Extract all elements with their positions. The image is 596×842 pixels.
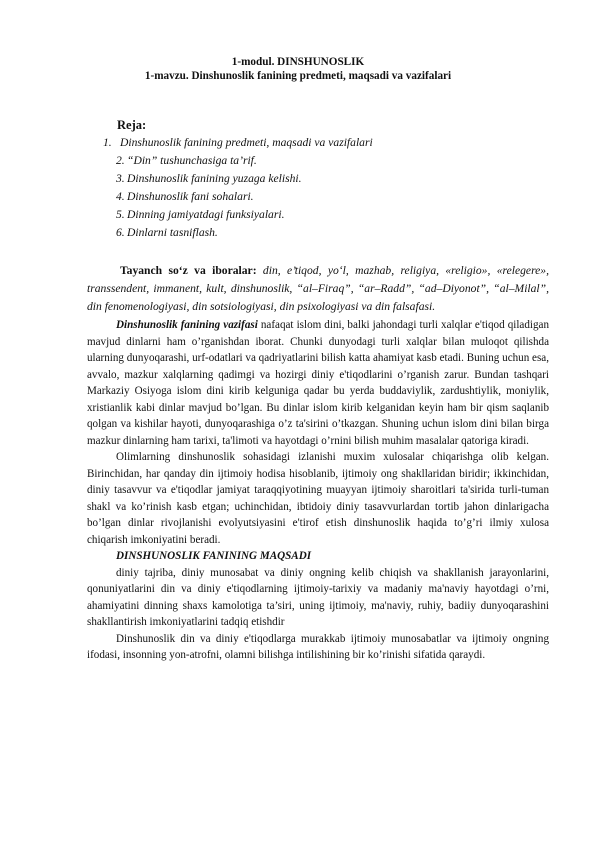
- plan-item-number: 6.: [116, 226, 125, 239]
- plan-item: [116, 225, 218, 240]
- plan-item-number: 2.: [116, 154, 125, 167]
- paragraph-research: Olimlarning dinshunoslik sohasidagi izlanishi muxim xulosalar chiqarishga olib kelgan. Birinchidan, har qanday din ijtimoiy hodisa hisoblanib, ijtimoiy ong shakllaridan biridir; ikkinchidan, diniy tasavvur va e'tiqodlar jamiyat taraqqiyotining muayyan ijtimoiy sharoitlari ta'sirida turli-tuman shakl va ko’rinish kasb etgan; uchinchidan, ibtidoiy diniy tasavvurlardan tortib jahon dinlarigacha bo’lgan dinlar rivojlanishi evolyutsiyasini e'tirof etish dinshunoslik haqida to’g’ri ilmiy xulosa chiqarish imkoniyatini beradi.: [87, 451, 549, 546]
- module-title: 1-modul. DINSHUNOSLIK: [231, 56, 365, 68]
- paragraph-task-text: nafaqat islom dini, balki jahondagi turli xalqlar e'tiqod qiladigan mavjud dinlarni ham o’rganishdan iborat. Chunki dunyodagi turli xalqlar bilan muloqot qilishda ularning dunyoqarashi, urf-odatlari va qadriyatlarini bilish katta ahamiyat kasb etadi. Buning uchun esa, avvalo, mazkur xalqlarning qadimgi va hozirgi diniy e'tiqodlarini o’rganish zarur. Bundan tashqari Markaziy Osiyoga islom dini kirib kelguniga qadar bu yerda buddaviylik, zardushtiylik, moniylik, xristianlik kabi dinlar mavjud bo’lgan. Bu dinlar islom kirib kelganidan keyin ham bir qism saqlanib qolgan va kishilar hayoti, dunyoqarashiga o’z ta'sirini o’tkazgan. Shuning uchun islom dini bilan birga mazkur dinlarning ham tarixi, ta'limoti va hayotdagi o’rnini bilish muhim masalalar qatoriga kiradi.: [87, 319, 550, 447]
- paragraph-task-lead: Dinshunoslik fanining vazifasi: [116, 319, 258, 331]
- paragraph-view: Dinshunoslik din va diniy e'tiqodlarga murakkab ijtimoiy munosabatlar va ijtimoiy ongning ifodasi, insonning yon-atrofni, olamni bilishga intilishining bir ko’rinishi sifatida qaraydi.: [87, 632, 549, 661]
- plan-item-text: Dinlarni tasniflash.: [127, 226, 218, 239]
- plan-label: Reja:: [117, 118, 147, 132]
- plan-item: [116, 153, 257, 168]
- keywords-text: din, e’tiqod, yo‘l, mazhab, religiya, «religio», «relegere», transsendent, immanent, kult, dinshunoslik, “al–Firaq”, “ar–Radd”, “ad–Diyonot”, “al–Milal”, din fenomenologiyasi, din sotsiologiyasi, din psixologiyasi va din falsafasi.: [87, 264, 549, 313]
- paragraph-goal: diniy tajriba, diniy munosabat va diniy ongning kelib chiqish va shakllanish jarayonlarini, qonuniyatlarini din va diniy e'tiqodlarning ijtimoiy-tarixiy va madaniy ma'naviy hayotdagi o’rni, ahamiyatini dinning shaxs kamolotiga ta’siri, uning ijtimoiy, ma'naviy, ruhiy, badiiy dunyoqarashini shakllantirish imkoniyatlarini tadqiq etishdir: [87, 566, 549, 628]
- keywords-label: Tayanch so‘z va iboralar:: [120, 264, 257, 277]
- plan-item-number: 4.: [116, 190, 125, 203]
- topic-title: 1-mavzu. Dinshunoslik fanining predmeti, maqsadi va vazifalari: [144, 70, 452, 82]
- plan-item-text: “Din” tushunchasiga ta’rif.: [127, 154, 257, 167]
- keywords-paragraph: [87, 262, 549, 316]
- plan-item-number: 1.: [103, 136, 112, 149]
- plan-item-number: 3.: [116, 172, 125, 185]
- plan-item-text: Dinshunoslik fani sohalari.: [127, 190, 254, 203]
- plan-item: [103, 135, 373, 150]
- plan-item-number: 5.: [116, 208, 125, 221]
- section-title: DINSHUNOSLIK FANINING MAQSADI: [116, 550, 312, 562]
- plan-item: [116, 189, 254, 204]
- plan-item-text: Dinshunoslik fanining predmeti, maqsadi va vazifalari: [120, 136, 373, 149]
- plan-item: [116, 207, 284, 222]
- plan-item-text: Dinning jamiyatdagi funksiyalari.: [127, 208, 285, 221]
- paragraph-task: [87, 317, 549, 449]
- plan-item: [116, 171, 302, 186]
- body-text: [87, 262, 549, 664]
- plan-item-text: Dinshunoslik fanining yuzaga kelishi.: [127, 172, 302, 185]
